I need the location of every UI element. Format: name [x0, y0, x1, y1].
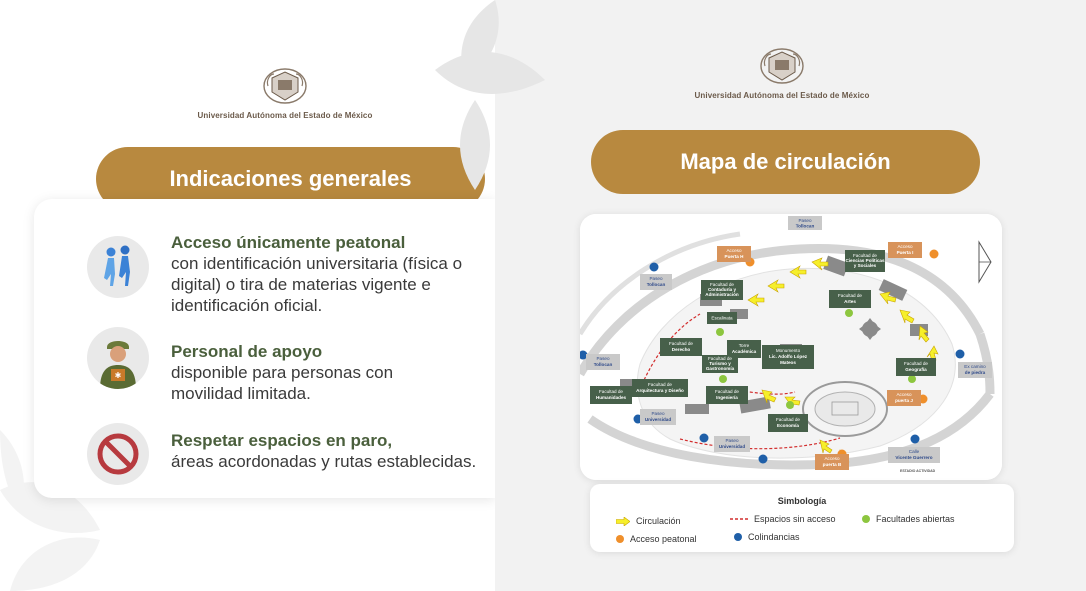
paseo-tollocan-left-label [640, 274, 672, 290]
svg-text:Acceso: Acceso [897, 244, 913, 249]
pedestrians-icon [87, 236, 149, 298]
svg-text:Monumento: Monumento [775, 348, 801, 353]
acceso-puerta-b-label [815, 454, 849, 470]
circulation-arrow-icon [616, 517, 630, 526]
svg-text:Paseo: Paseo [649, 276, 663, 281]
svg-text:Vicente Guerrero: Vicente Guerrero [895, 455, 933, 460]
svg-text:Académica: Académica [731, 349, 757, 354]
svg-text:y Sociales: y Sociales [853, 263, 877, 268]
svg-text:Facultad de: Facultad de [647, 382, 673, 387]
fac-humanidades-label [590, 386, 632, 404]
svg-text:Humanidades: Humanidades [595, 395, 627, 400]
svg-text:puerta B: puerta B [822, 462, 842, 467]
acceso-puerta-i-label [888, 242, 922, 258]
svg-text:Ingeniería: Ingeniería [716, 395, 738, 400]
svg-text:de piedra: de piedra [964, 370, 986, 375]
university-name: Universidad Autónoma del Estado de México [694, 91, 870, 100]
legend-open-faculties-label: Facultades abiertas [876, 514, 955, 524]
svg-text:Facultad de: Facultad de [775, 417, 801, 422]
dashed-line-icon [730, 517, 748, 521]
legend-no-access-label: Espacios sin acceso [754, 514, 836, 524]
svg-text:Facultad de: Facultad de [837, 293, 863, 298]
uaem-shield-icon [262, 66, 308, 106]
legend-circulation-label: Circulación [636, 516, 681, 526]
svg-text:Universidad: Universidad [718, 444, 746, 449]
svg-text:Acceso: Acceso [896, 392, 912, 397]
item-body: áreas acordonadas y rutas establecidas. [171, 452, 477, 471]
open-faculty-dot-icon [862, 515, 870, 523]
svg-text:Gastronomía: Gastronomía [705, 366, 735, 371]
svg-text:Artes: Artes [844, 299, 856, 304]
legend-boundaries-label: Colindancias [748, 532, 800, 542]
item-body: disponible para personas con movilidad limitada. [171, 363, 394, 403]
general-indications-title-text: Indicaciones generales [169, 166, 412, 191]
fac-arquitectura-label [632, 379, 688, 397]
escalinata-label [707, 312, 737, 324]
uaem-shield-icon [759, 46, 805, 86]
fac-contaduria-label [701, 280, 743, 300]
svg-text:Paseo: Paseo [651, 411, 665, 416]
svg-text:Facultad de: Facultad de [903, 361, 929, 366]
svg-text:Administración: Administración [705, 292, 739, 297]
acceso-puerta-j-label [887, 390, 921, 406]
svg-text:Universidad: Universidad [644, 417, 672, 422]
item-heading: Personal de apoyo [171, 342, 323, 361]
uaem-logo-right [691, 46, 873, 100]
svg-text:Calle: Calle [908, 449, 920, 454]
left-panel [0, 0, 495, 591]
item-heading: Acceso únicamente peatonal [171, 233, 406, 252]
campus-map [580, 214, 1002, 480]
svg-text:Facultad de: Facultad de [852, 253, 878, 258]
item-pedestrian-access [171, 232, 491, 316]
svg-text:Tollocan: Tollocan [646, 282, 666, 287]
fac-derecho-label [660, 338, 702, 356]
fac-geografia-label [896, 358, 936, 376]
svg-text:Ciencias Políticas: Ciencias Políticas [845, 258, 885, 263]
svg-text:Geografía: Geografía [905, 367, 927, 372]
legend-open-faculties [862, 514, 955, 524]
paseo-tollocan-mid-label [586, 354, 620, 370]
paseo-universidad-bottom-label [714, 436, 750, 452]
svg-text:Arquitectura y Diseño: Arquitectura y Diseño [636, 388, 684, 393]
legend-circulation [616, 516, 681, 526]
item-body: con identificación universitaria (física o digital) o tira de materias vigente e identificación oficial. [171, 254, 463, 315]
svg-text:Puerta I: Puerta I [896, 250, 914, 255]
svg-text:Facultad de: Facultad de [598, 389, 624, 394]
svg-text:Acceso: Acceso [824, 456, 840, 461]
monumento-label [762, 345, 814, 369]
fac-ingenieria-label [706, 386, 748, 404]
svg-text:Facultad de: Facultad de [668, 341, 694, 346]
svg-text:✱: ✱ [114, 371, 122, 380]
prohibited-icon [87, 423, 149, 485]
legend-boundaries [734, 532, 800, 542]
map-legend [590, 484, 1014, 552]
fac-turismo-label [702, 355, 738, 373]
ex-camino-label [958, 362, 992, 378]
legend-access [616, 534, 697, 544]
circulation-map-title-text: Mapa de circulación [680, 149, 891, 174]
fac-ciencias-politicas-label [845, 250, 885, 272]
svg-text:Tollocan: Tollocan [593, 362, 613, 367]
svg-text:Paseo: Paseo [725, 438, 739, 443]
circulation-map [580, 214, 1002, 480]
svg-text:Torre: Torre [738, 343, 750, 348]
svg-text:Facultad de: Facultad de [714, 389, 740, 394]
svg-text:puerta J: puerta J [895, 398, 913, 403]
svg-text:Economía: Economía [777, 423, 799, 428]
item-heading: Respetar espacios en paro, [171, 431, 393, 450]
legend-title: Simbología [777, 496, 827, 506]
svg-text:Puerta H: Puerta H [724, 254, 744, 259]
svg-text:Ex camino: Ex camino [964, 364, 986, 369]
paseo-tollocan-top-label [788, 216, 822, 230]
uaem-logo-left [195, 66, 375, 120]
university-name: Universidad Autónoma del Estado de México [197, 111, 373, 120]
svg-text:Contaduría y: Contaduría y [707, 287, 737, 292]
stadium-caption: ESTADIO ACTIVIDAD [900, 469, 936, 473]
access-dot-icon [616, 535, 624, 543]
boundary-dot-icon [734, 533, 742, 541]
svg-text:Facultad de: Facultad de [707, 356, 733, 361]
svg-text:Paseo: Paseo [596, 356, 610, 361]
svg-text:Turismo y: Turismo y [709, 361, 731, 366]
svg-text:Derecho: Derecho [671, 347, 691, 352]
svg-text:Escalinata: Escalinata [711, 315, 733, 321]
legend-access-label: Acceso peatonal [630, 534, 697, 544]
circulation-map-title [591, 130, 980, 194]
svg-text:Mateos: Mateos [780, 360, 796, 365]
svg-text:Acceso: Acceso [726, 248, 742, 253]
support-staff-icon [87, 327, 149, 389]
label-line: Tollocan [795, 223, 815, 229]
acceso-puerta-h-label [717, 246, 751, 262]
item-respect-spaces [171, 430, 501, 472]
svg-text:Facultad de: Facultad de [709, 282, 735, 287]
svg-text:Lic. Adolfo López: Lic. Adolfo López [768, 354, 808, 359]
paseo-universidad-mid-label [640, 409, 676, 425]
item-support-staff [171, 341, 451, 404]
label-line: Paseo [798, 218, 812, 223]
legend-no-access [730, 514, 836, 524]
calle-vicente-label [888, 447, 940, 463]
fac-artes-label [829, 290, 871, 308]
fac-economia-label [768, 414, 808, 432]
